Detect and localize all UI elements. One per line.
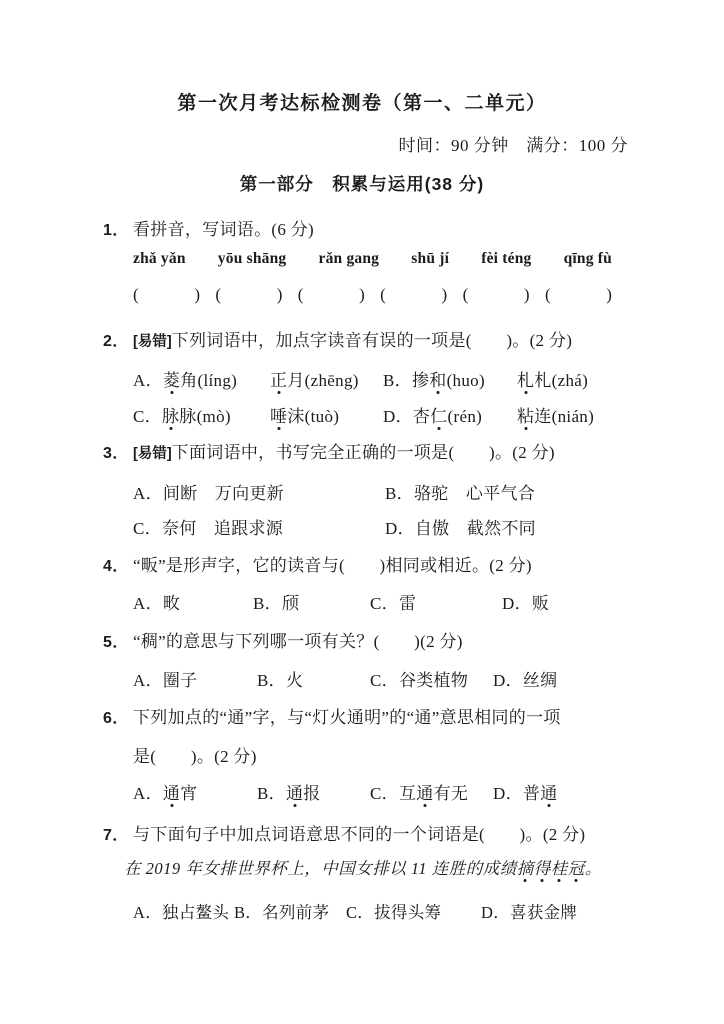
option-cell: B．骆驼 心平气合: [385, 484, 536, 503]
question-6-options: [133, 779, 558, 804]
question-number: 1．: [103, 222, 129, 239]
question-number: 5．: [103, 634, 129, 651]
question-4-stem: [103, 551, 532, 576]
option-cell: C．奈何 追跟求源: [133, 519, 284, 538]
question-3-options-row-1: [133, 479, 535, 504]
question-3-options-row-2: [133, 514, 536, 539]
pinyin-item: rǎn gang: [318, 250, 380, 267]
question-stem-text: “稠”的意思与下列哪一项有关？( )(2 分): [133, 632, 463, 651]
question-7-stem: [103, 820, 585, 845]
question-2-options-row-2: [133, 402, 594, 427]
pinyin-item: yōu shāng: [217, 250, 287, 267]
option-cell: 正月(zhēng): [270, 371, 359, 390]
option-cell: B．火: [257, 671, 304, 690]
question-6-stem-line-1: [103, 703, 561, 728]
answer-blank: ( ): [297, 285, 365, 304]
pinyin-item: zhǎ yǎn: [133, 250, 186, 267]
answer-blank: ( ): [380, 285, 448, 304]
answer-blank: ( ): [462, 285, 530, 304]
option-cell: B．通报: [257, 784, 321, 803]
question-number: 4．: [103, 558, 129, 575]
option-cell: A．圈子: [133, 671, 198, 690]
question-3-stem: [103, 438, 555, 463]
option-cell: 唾沫(tuò): [270, 407, 340, 426]
exam-title: 第一次月考达标检测卷（第一、二单元）: [177, 93, 547, 114]
option-cell: 粘连(nián): [517, 407, 595, 426]
question-stem-text: 下列词语中，加点字读音有误的一项是( )。(2 分): [171, 331, 573, 350]
question-7-options: [133, 899, 577, 923]
question-1-answer-blanks: [133, 285, 612, 305]
answer-blank: ( ): [544, 285, 612, 304]
question-number: 6．: [103, 710, 129, 727]
question-5-stem: [103, 627, 463, 652]
question-stem-text: “畈”是形声字，它的读音与( )相同或相近。(2 分): [133, 556, 532, 575]
section-heading: 第一部分 积累与运用(38 分): [239, 174, 485, 194]
question-2-stem: [103, 326, 572, 351]
question-number: 3．: [103, 445, 129, 462]
question-7-example-sentence: 在 2019 年女排世界杯上，中国女排以 11 连胜的成绩摘得桂冠。: [124, 859, 602, 878]
answer-blank: ( ): [215, 285, 283, 304]
answer-blank: ( ): [133, 285, 200, 304]
option-cell: A．独占鳌头: [133, 903, 230, 922]
option-cell: D．丝绸: [493, 671, 558, 690]
option-cell: C．谷类植物: [370, 671, 469, 690]
error-prone-tag: [易错]: [133, 446, 172, 462]
option-cell: A．畋: [133, 594, 181, 613]
option-cell: A．间断 万向更新: [133, 484, 284, 503]
option-cell: D．自傲 截然不同: [385, 519, 536, 538]
question-1-stem: [103, 215, 314, 240]
option-cell: A．菱角(líng): [133, 371, 238, 390]
question-5-options: [133, 666, 557, 691]
option-cell: D．贩: [502, 594, 550, 613]
option-cell: D．普通: [493, 784, 558, 803]
error-prone-tag: [易错]: [133, 334, 172, 350]
option-cell: C．拔得头筹: [346, 903, 442, 922]
option-cell: C．脉脉(mò): [133, 407, 231, 426]
option-cell: C．雷: [370, 594, 417, 613]
exam-meta: 时间：90 分钟 满分：100 分: [398, 136, 628, 155]
question-1-pinyin-row: [133, 250, 612, 268]
option-cell: B．掺和(huo): [383, 371, 485, 390]
question-stem-text: 下面词语中，书写完全正确的一项是( )。(2 分): [171, 443, 555, 462]
question-stem-text: 是( )。(2 分): [133, 747, 257, 766]
option-cell: C．互通有无: [370, 784, 469, 803]
pinyin-item: shū jí: [411, 250, 450, 267]
question-number: 2．: [103, 333, 129, 350]
question-stem-text: 与下面句子中加点词语意思不同的一个词语是( )。(2 分): [133, 825, 586, 844]
option-cell: D．喜获金牌: [481, 903, 578, 922]
option-cell: B．颀: [253, 594, 300, 613]
question-4-options: [133, 589, 549, 614]
question-number: 7．: [103, 827, 129, 844]
pinyin-item: fèi téng: [481, 250, 532, 267]
option-cell: 札札(zhá): [517, 371, 589, 390]
question-6-stem-line-2: [133, 742, 257, 767]
question-stem-text: 看拼音，写词语。(6 分): [133, 220, 314, 239]
pinyin-item: qīng fù: [563, 250, 612, 267]
option-cell: D．杏仁(rén): [383, 407, 483, 426]
option-cell: B．名列前茅: [234, 903, 330, 922]
question-stem-text: 下列加点的“通”字，与“灯火通明”的“通”意思相同的一项: [133, 708, 561, 727]
option-cell: A．通宵: [133, 784, 198, 803]
question-2-options-row-1: [133, 366, 588, 391]
